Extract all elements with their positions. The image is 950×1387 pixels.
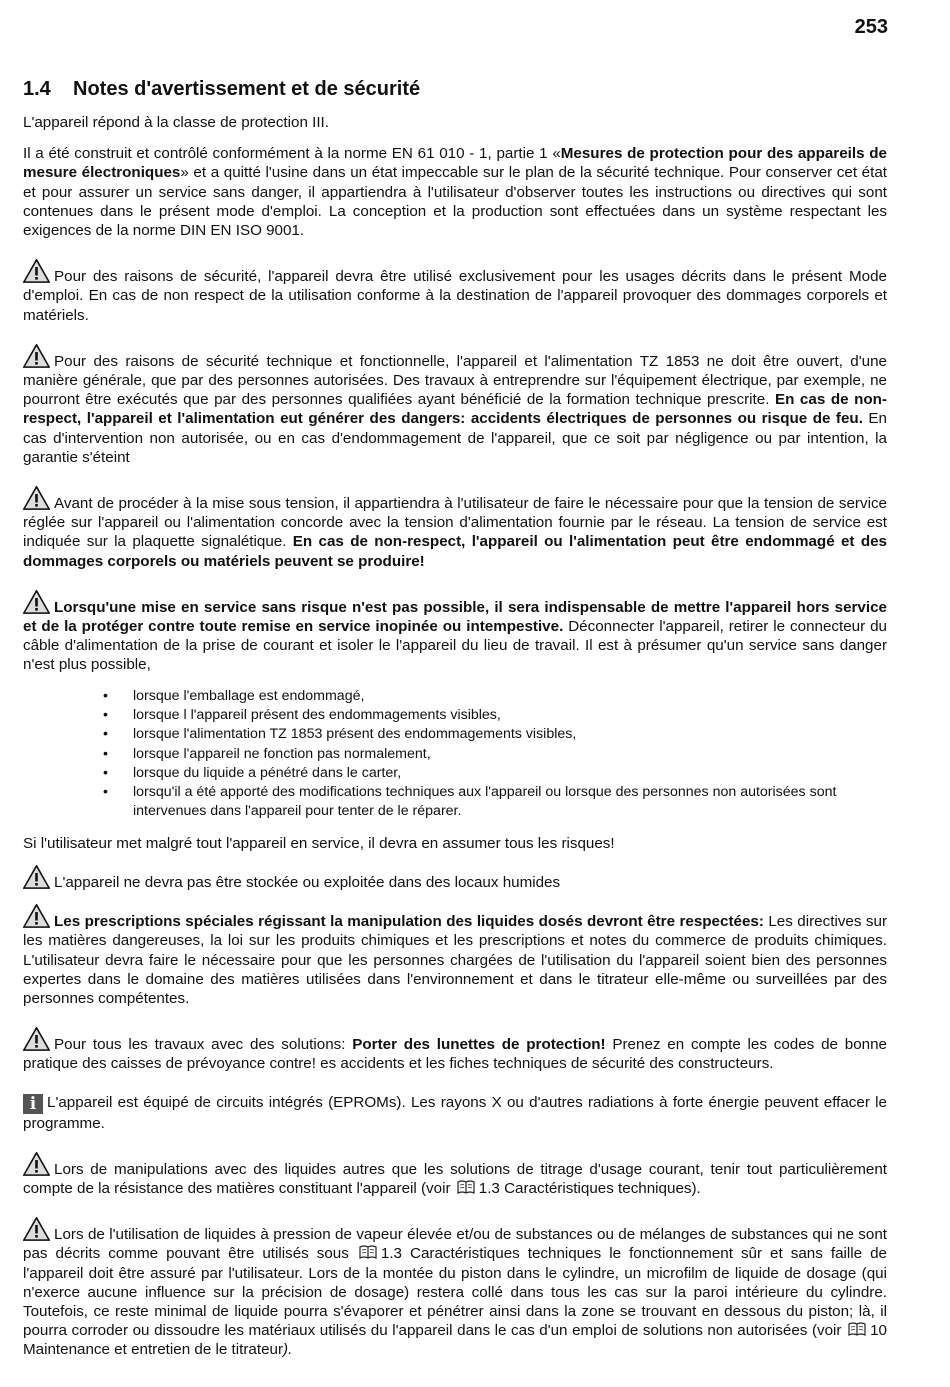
warning-triangle-icon	[23, 344, 50, 368]
warning-usage-paragraph: Pour des raisons de sécurité, l'appareil devra être utilisé exclusivement pour les usages décrits dans le présent Mode d'emploi. En cas de non respect de la utilisation conforme à la destination de l'appareil provoquer des dommages corporels et matériels.	[23, 259, 887, 325]
protection-class-paragraph: L'appareil répond à la classe de protection III.	[23, 114, 329, 131]
reference-link[interactable]: 1.3 Caractéristiques techniques	[380, 1245, 602, 1263]
warning-triangle-icon	[23, 486, 50, 510]
warning-triangle-icon	[23, 904, 50, 928]
warning-voltage-paragraph: Avant de procéder à la mise sous tension, il appartiendra à l'utilisateur de faire le nécessaire pour que la tension de service réglée sur l'appareil ou l'alimentation concorde avec la tension d'alimentation fournie par le réseau. La tension de service est indiquée sur la plaquette signalétique. En cas de non-respect, l'appareil ou l'alimentation peut être endommagé et des dommages corporels ou matériels peuvent se produire!	[23, 486, 887, 571]
condition-list	[23, 687, 887, 822]
list-item: • lorsque du liquide a pénétré dans le carter,	[133, 764, 887, 783]
warning-triangle-icon	[23, 1152, 50, 1176]
document-body	[23, 76, 887, 1372]
section-title: Notes d'avertissement et de sécurité	[73, 78, 421, 100]
warning-triangle-icon	[23, 590, 50, 614]
warning-triangle-icon	[23, 1217, 50, 1241]
section-heading	[23, 76, 887, 102]
warning-triangle-icon	[23, 865, 50, 889]
list-item: • lorsque l'emballage est endommagé,	[133, 687, 887, 706]
warning-triangle-icon	[23, 259, 50, 283]
risk-paragraph: Si l'utilisateur met malgré tout l'appareil en service, il devra en assumer tous les risques!	[23, 834, 615, 852]
book-icon	[359, 1245, 377, 1259]
warning-regulations-paragraph: Les prescriptions spéciales régissant la manipulation des liquides dosés devront être respectées: Les directives sur les matières dangereuses, la loi sur les produits chimiques et les prescriptions et notes du commerce de produits chimiques. L'utilisateur devra faire le nécessaire pour que les personnes chargées de l'utilisation du l'appareil soient bien des personnes expertes dans le domaine des matières utilisées dans l'environnement et dans le titrateur elle-même ou surveillées par des personnes compétentes.	[23, 904, 887, 1008]
warning-humidity-paragraph: L'appareil ne devra pas être stockée ou exploitée dans des locaux humides	[23, 865, 887, 892]
list-item: • lorsque l'appareil ne fonction pas normalement,	[133, 745, 887, 764]
book-icon	[457, 1180, 475, 1194]
warning-goggles-paragraph: Pour tous les travaux avec des solutions: Porter des lunettes de protection! Prenez en compte les codes de bonne pratique des caisses de prévoyance contre! es accidents et les fiches techniques de sécurité des constructeurs.	[23, 1027, 887, 1073]
warning-opening-paragraph: Pour des raisons de sécurité technique et fonctionnelle, l'appareil et l'alimentation TZ 1853 ne doit être ouvert, d'une manière générale, que par des personnes autorisées. Des travaux à entreprendre sur l'équipement électrique, par exemple, ne pourront être exécutés que par des personnes qualifiées ayant bénéficié de la formation technique prescrite. En cas de non-respect, l'appareil et l'alimentation eut générer des dangers: accidents électriques de personnes ou risque de feu. En cas d'intervention non autorisée, ou en cas d'endommagement de l'appareil, que ce soit par négligence ou par intention, la garantie s'éteint	[23, 344, 887, 467]
warning-triangle-icon	[23, 1027, 50, 1051]
info-icon: i	[23, 1094, 43, 1114]
section-number: 1.4	[23, 78, 51, 100]
reference-link[interactable]: 1.3 Caractéristiques techniques).	[478, 1179, 701, 1197]
list-item: • lorsque l'alimentation TZ 1853 présent des endommagements visibles,	[133, 725, 887, 744]
list-item: • lorsque l l'appareil présent des endommagements visibles,	[133, 706, 887, 725]
reference-link[interactable]: 10 Maintenance et entretien de le titrateur	[23, 1322, 887, 1359]
book-icon	[848, 1322, 866, 1336]
list-item: • lorsqu'il a été apporté des modifications techniques aux l'appareil ou lorsque des personnes non autorisées sont intervenues dans l'appareil pour tenter de le réparer.	[133, 783, 887, 822]
norm-paragraph: Il a été construit et contrôlé conformément à la norme EN 61 010 - 1, partie 1 «Mesures de protection pour des appareils de mesure électroniques» et a quitté l'usine dans un état impeccable sur le plan de la sécurité technique. Pour conserver cet état et pour assurer un service sans danger, il appartiendra à l'utilisateur d'observer toutes les instructions ou directives qui sont contenues dans le présent mode d'emploi. La conception et la production sont effectuées dans un système respectant les exigences de la norme DIN EN ISO 9001.	[23, 145, 888, 240]
page-number: 253	[854, 16, 888, 38]
warning-liquids-paragraph: Lors de manipulations avec des liquides autres que les solutions de titrage d'usage courant, tenir tout particulièrement compte de la résistance des matières constituant l'appareil (voir 1.3 Caractéristiques techniques).	[23, 1152, 887, 1198]
warning-out-of-service-paragraph: Lorsqu'une mise en service sans risque n'est pas possible, il sera indispensable de mettre l'appareil hors service et de la protéger contre toute remise en service inopinée ou intempestive. Déconnecter l'appareil, retirer le connecteur du câble d'alimentation de la prise de courant et isoler le l'appareil du lieu de travail. Il est à présumer qu'un service sans danger n'est plus possible,	[23, 590, 887, 675]
warning-vapour-paragraph: Lors de l'utilisation de liquides à pression de vapeur élevée et/ou de substances ou de mélanges de substances qui ne sont pas décrits comme pouvant être utilisés sous 1.3 Caractéristiques techniques le fonctionnement sûr et sans faille de l'appareil doit être assuré par l'utilisateur. Lors de la montée du piston dans le cylindre, un microfilm de liquide de dosage (qui n'exerce aucune influence sur la précision de dosage) restera collé dans tous les cas sur la paroi intérieure du cylindre. Toutefois, ce reste minimal de liquide pourra s'évaporer et pénétrer ainsi dans la zone se trouvant en dessous du piston; là, il pourra corroder ou dissoudre les matériaux utilisés du l'appareil dans le cas d'un emploi de solutions non autorisées (voir 10 Maintenance et entretien de le titrateur).	[23, 1217, 887, 1359]
info-eprom-paragraph: i L'appareil est équipé de circuits intégrés (EPROMs). Les rayons X ou d'autres radiations à forte énergie peuvent effacer le programme.	[23, 1093, 887, 1132]
